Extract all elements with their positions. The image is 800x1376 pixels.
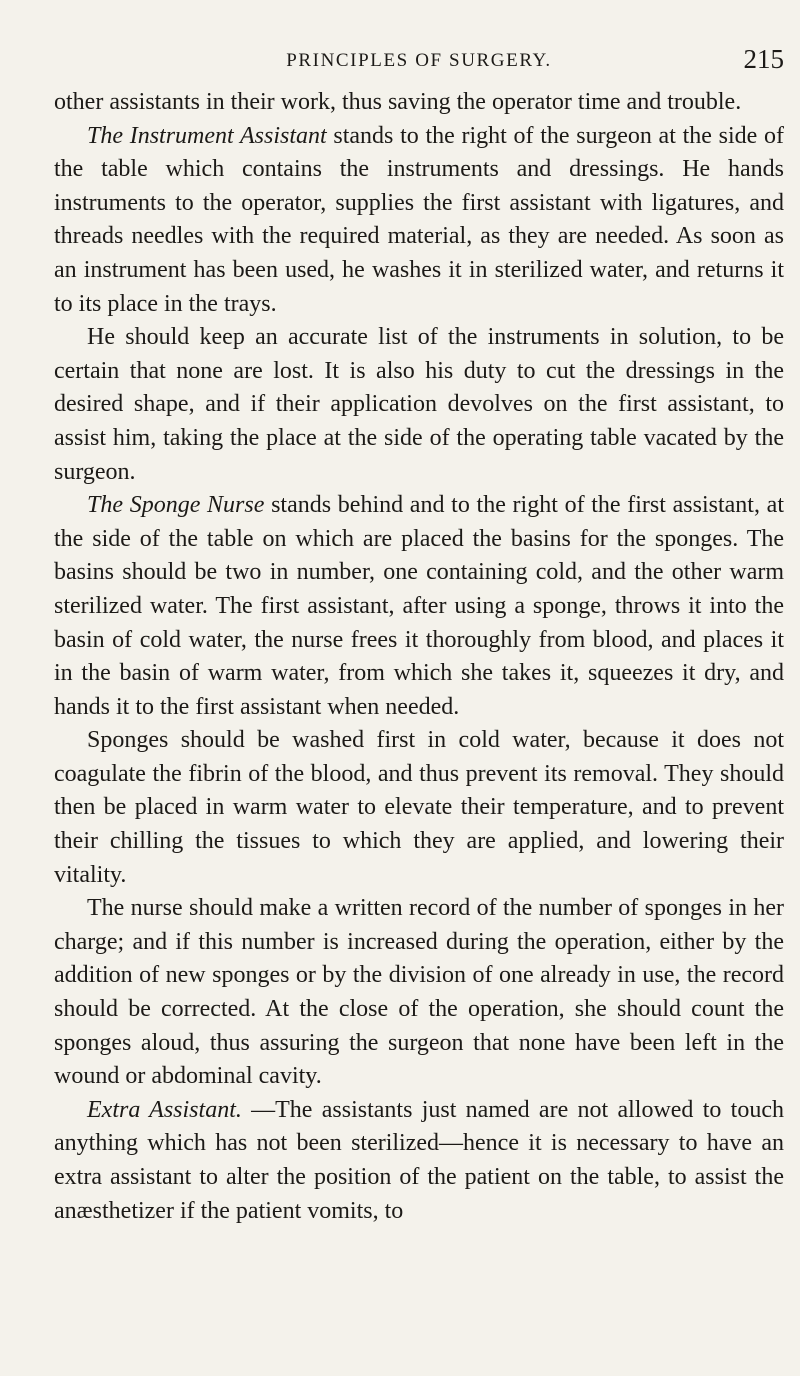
paragraph-lead-in: The Instrument Assistant xyxy=(87,122,327,149)
paragraph-text: other assistants in their work, thus saving the operator time and trouble. xyxy=(54,89,742,115)
paragraph-text: He should keep an accurate list of the instruments in solution, to be certain that none are lost. It is also his duty to cut the dressings in the desired shape, and if their application devolves on the first assistant, to assist him, taking the place at the side of the operating table vacated by the surgeon. xyxy=(54,324,784,485)
paragraph-lead-in: Extra Assistant. xyxy=(87,1096,242,1123)
paragraph xyxy=(54,724,784,892)
paragraph xyxy=(54,120,784,322)
paragraph-text: stands to the right of the surgeon at the side of the table which contains the instruments and dressings. He hands instruments to the operator, supplies the first assistant with ligatures, and threads needles with the required material, as they are needed. As soon as an instrument has been used, he washes it in sterilized water, and returns it to its place in the trays. xyxy=(54,122,784,317)
paragraph-text: stands behind and to the right of the first assistant, at the side of the table on which are placed the basins for the sponges. The basins should be two in number, one containing cold, and the other warm sterilized water. The first assistant, after using a sponge, throws it into the basin of cold water, the nurse frees it thoroughly from blood, and places it in the basin of warm water, from which she takes it, squeezes it dry, and hands it to the first assistant when needed. xyxy=(54,492,784,720)
paragraph-text: The nurse should make a written record of the number of sponges in her charge; and if this number is increased during the operation, either by the addition of new sponges or by the division of one already in use, the record should be corrected. At the close of the operation, she should count the sponges aloud, thus assuring the surgeon that none have been left in the wound or abdominal cavity. xyxy=(54,895,784,1090)
paragraph xyxy=(54,892,784,1094)
paragraph xyxy=(54,489,784,724)
page-number: 215 xyxy=(743,44,784,74)
paragraph-text: —The assistants just named are not allowed to touch anything which has not been sterilized—hence it is necessary to have an extra assistant to alter the position of the patient on the table, to assist the anæsthetizer if the patient vomits, to xyxy=(54,1096,784,1224)
paragraph xyxy=(54,321,784,489)
running-head-title: PRINCIPLES OF SURGERY. xyxy=(286,50,552,71)
paragraph-lead-in: The Sponge Nurse xyxy=(87,492,265,519)
paragraph xyxy=(54,86,784,120)
body-text xyxy=(54,86,784,1228)
paragraph-text: Sponges should be washed first in cold water, because it does not coagulate the fibrin of the blood, and thus prevent its removal. They should then be placed in warm water to elevate their temperature, and to prevent their chilling the tissues to which they are applied, and lowering their vitality. xyxy=(54,727,784,888)
running-head xyxy=(54,44,784,74)
paragraph xyxy=(54,1094,784,1228)
